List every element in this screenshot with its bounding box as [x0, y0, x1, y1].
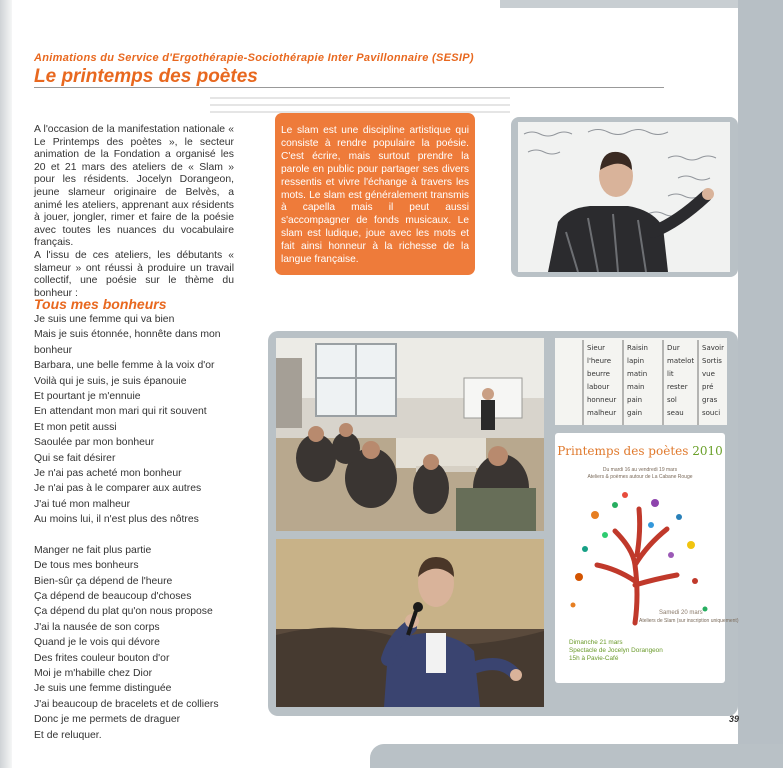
- intro-paragraph: A l'issu de ces ateliers, les débutants « slameur » ont réussi à produire un travail collectif, une poésie sur le thème du bonheur :: [34, 249, 234, 299]
- whiteboard-word: lit: [667, 370, 674, 378]
- whiteboard-word: seau: [667, 409, 684, 417]
- poem-line: Qui se fait désirer: [34, 452, 116, 464]
- whiteboard-word: Savoir: [702, 344, 724, 352]
- poem-stanza: [34, 543, 259, 743]
- bottom-decor-band: [370, 744, 783, 768]
- poster-workshop-date: Samedi 20 mars: [659, 610, 703, 616]
- photo-workshop-room: [276, 338, 544, 531]
- poem-line: En attendant mon mari qui rit souvent: [34, 406, 207, 418]
- poem-line: Et pourtant je m'ennuie: [34, 391, 141, 403]
- poem-line: Des frites couleur bouton d'or: [34, 652, 170, 664]
- whiteboard-word: gain: [627, 409, 643, 417]
- poem-line: Ça dépend du plat qu'on nous propose: [34, 606, 213, 618]
- poem-line: Et de reluquer.: [34, 729, 102, 741]
- whiteboard-word: sol: [667, 396, 677, 404]
- section-kicker: Animations du Service d'Ergothérapie-Sociothérapie Inter Pavillonnaire (SESIP): [34, 52, 474, 64]
- whiteboard-word: vue: [702, 370, 715, 378]
- poem-line: Manger ne fait plus partie: [34, 544, 152, 556]
- poem-line: Au moins lui, il n'est plus des nôtres: [34, 514, 199, 526]
- poem-line: Barbara, une belle femme à la voix d'or: [34, 360, 215, 372]
- poem-line: Voilà qui je suis, je suis épanouie: [34, 375, 187, 387]
- event-poster: [555, 433, 739, 683]
- page-number: 39: [728, 714, 739, 724]
- title-rule: [34, 87, 664, 88]
- poster-workshop-note: Ateliers de Slam (sur inscription uniquement): [639, 618, 739, 624]
- slam-callout-text: Le slam est une discipline artistique qui consiste à rendre populaire la poésie. C'est écrire, mais surtout prendre la parole en public pour partager ses divers ressentis et vivre l'échange à travers les mots. Le slam est généralement transmis à capella mais il peut aussi s'accompagner de fonds musicaux. Le slam est ludique, joue avec les mots et fait ainsi honneur à la richesse de la langue française.: [281, 125, 469, 266]
- poster-workshops: Ateliers & poèmes autour de La Cabane Rouge: [587, 474, 693, 480]
- poem-line: Je suis une femme qui va bien: [34, 314, 175, 325]
- poem-line: Et mon petit aussi: [34, 421, 117, 433]
- whiteboard-word: matin: [627, 370, 648, 378]
- whiteboard-word: Sieur: [587, 344, 606, 352]
- poem-line: Mais je suis étonnée, honnête dans mon: [34, 329, 221, 341]
- whiteboard-word: main: [627, 383, 645, 391]
- poem-line: Je n'ai pas à le comparer aux autres: [34, 483, 202, 495]
- poem-line: bonheur: [34, 344, 73, 356]
- poster-title-b: 2010: [692, 444, 723, 458]
- photo-slammer-performing: [276, 539, 544, 707]
- whiteboard-word: Raisin: [627, 344, 648, 352]
- photo-whiteboard-words: [555, 338, 727, 425]
- page-title: Le printemps des poètes: [34, 66, 258, 87]
- poem: [34, 312, 259, 758]
- whiteboard-word: Sortis: [702, 357, 722, 365]
- slam-callout: [275, 113, 475, 275]
- poem-stanza: [34, 312, 259, 528]
- intro-paragraph: A l'occasion de la manifestation nationale « Le Printemps des poètes », le secteur animation de la Fondation a organisé les 20 et 21 mars des ateliers de « Slam » pour les résidents. Jocelyn Dorangeon, jeune slameur originaire de Belvès, a animé les ateliers, apprenant aux résidents à jouer, jongler, rimer et faire de la poésie avec toutes les nuances du vocabulaire français.: [34, 124, 234, 249]
- right-decor-band: [738, 0, 783, 768]
- poem-line: Je suis une femme distinguée: [34, 683, 172, 695]
- poem-line: J'ai la nausée de son corps: [34, 621, 160, 633]
- poem-line: De tous mes bonheurs: [34, 560, 139, 572]
- whiteboard-word: pré: [702, 383, 714, 391]
- whiteboard-word: gras: [702, 396, 718, 404]
- poem-line: Bien-sûr ça dépend de l'heure: [34, 575, 173, 587]
- whiteboard-word: labour: [587, 383, 610, 391]
- poem-line: Ça dépend de beaucoup d'choses: [34, 590, 192, 602]
- poem-line: Quand je le vois qui dévore: [34, 637, 160, 649]
- tree-illustration: [555, 485, 725, 625]
- poster-show-title: Spectacle de Jocelyn Dorangeon: [569, 647, 663, 654]
- poster-dates: Du mardi 16 au vendredi 19 mars: [602, 467, 678, 473]
- whiteboard-word: pain: [627, 396, 643, 404]
- whiteboard-word: rester: [667, 383, 688, 391]
- poster-show-place: 15h à Pavie-Café: [569, 655, 619, 662]
- poem-line: J'ai beaucoup de bracelets et de colliers: [34, 698, 219, 710]
- whiteboard-word: honneur: [587, 396, 617, 404]
- whiteboard-word: lapin: [627, 357, 645, 365]
- whiteboard-word: beurre: [587, 370, 610, 378]
- whiteboard-word: Dur: [667, 344, 680, 352]
- poem-line: J'ai tué mon malheur: [34, 498, 131, 510]
- whiteboard-word: matelot: [667, 357, 695, 365]
- poem-line: Saoulée par mon bonheur: [34, 437, 155, 449]
- poster-show-date: Dimanche 21 mars: [569, 639, 623, 646]
- intro-text: [34, 124, 234, 300]
- poem-title: Tous mes bonheurs: [34, 296, 167, 312]
- poem-line: Moi je m'habille chez Dior: [34, 667, 153, 679]
- whiteboard-word: l'heure: [587, 357, 612, 365]
- poster-title-a: Printemps des poètes: [557, 444, 689, 458]
- photo-slammer-at-board: [518, 122, 730, 272]
- poem-line: Donc je me permets de draguer: [34, 714, 181, 726]
- whiteboard-word: souci: [702, 409, 721, 417]
- poem-line: Je n'ai pas acheté mon bonheur: [34, 468, 182, 480]
- poster-title: [555, 444, 725, 458]
- binding-gutter: [0, 0, 12, 768]
- whiteboard-word: malheur: [587, 409, 617, 417]
